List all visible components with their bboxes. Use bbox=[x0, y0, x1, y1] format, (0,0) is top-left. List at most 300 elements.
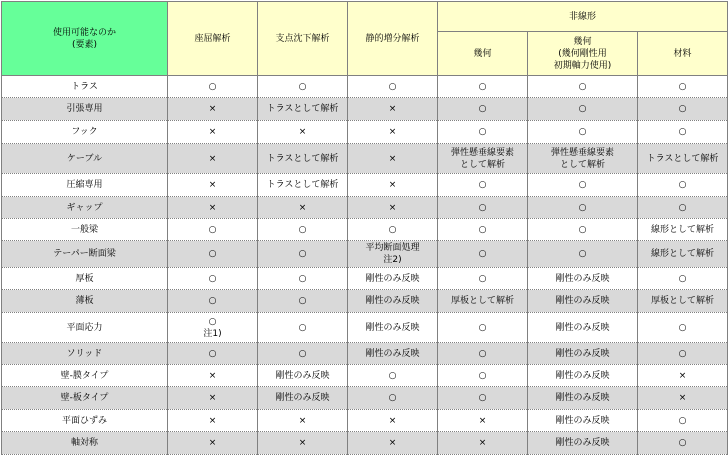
cell-text bbox=[350, 322, 435, 334]
cell-line: ○ bbox=[578, 202, 587, 213]
support-cell bbox=[168, 144, 258, 174]
cell-text bbox=[440, 322, 525, 334]
element-name-cell: 薄板 bbox=[2, 290, 168, 313]
support-cell bbox=[258, 76, 348, 98]
support-cell bbox=[168, 121, 258, 144]
cell-text bbox=[440, 179, 525, 191]
cell-line: 厚板として解析 bbox=[650, 296, 714, 306]
column-header-material bbox=[638, 32, 728, 76]
support-cell bbox=[528, 76, 638, 98]
cell-text bbox=[170, 348, 255, 360]
cell-line: ○ bbox=[678, 415, 687, 426]
cell-text bbox=[440, 437, 525, 449]
cell-text bbox=[170, 316, 255, 340]
cell-line: ○ bbox=[298, 81, 307, 92]
cell-line: ○ bbox=[208, 224, 217, 235]
cell-line: ○ bbox=[678, 438, 687, 448]
cell-text bbox=[640, 81, 725, 93]
cell-line: ○ bbox=[208, 273, 217, 284]
cell-line: ○ bbox=[478, 81, 487, 92]
support-cell bbox=[168, 313, 258, 343]
cell-line: ○ bbox=[678, 273, 687, 284]
cell-line: ○ bbox=[478, 224, 487, 235]
support-cell bbox=[438, 313, 528, 343]
cell-line: として解析 bbox=[559, 159, 605, 170]
column-header-buckling: 座屈解析 bbox=[168, 2, 258, 76]
cell-line: × bbox=[388, 180, 397, 190]
cell-text bbox=[530, 248, 635, 260]
cell-text bbox=[350, 202, 435, 214]
cell-text bbox=[350, 437, 435, 449]
cell-text bbox=[350, 415, 435, 427]
support-cell bbox=[258, 313, 348, 343]
support-cell bbox=[348, 76, 438, 98]
cell-line: ○ bbox=[578, 104, 587, 114]
cell-line: 注2) bbox=[383, 255, 402, 265]
column-header-geometric bbox=[438, 32, 528, 76]
cell-line: 剛性のみ反映 bbox=[365, 322, 420, 333]
cell-line: × bbox=[388, 202, 397, 213]
support-cell bbox=[638, 343, 728, 365]
support-cell bbox=[438, 290, 528, 313]
cell-text bbox=[170, 202, 255, 214]
cell-text bbox=[530, 202, 635, 214]
cell-text bbox=[640, 437, 725, 449]
support-cell bbox=[528, 290, 638, 313]
cell-line: 弾性懸垂線要素 bbox=[450, 147, 514, 158]
cell-text bbox=[440, 415, 525, 427]
support-cell bbox=[258, 387, 348, 410]
support-cell bbox=[348, 313, 438, 343]
cell-line: トラスとして解析 bbox=[266, 180, 339, 190]
element-name-cell: 引張専用 bbox=[2, 98, 168, 121]
cell-text bbox=[530, 437, 635, 449]
cell-text bbox=[350, 242, 435, 266]
support-cell bbox=[528, 410, 638, 432]
element-name-cell: 壁-板タイプ bbox=[2, 387, 168, 410]
cell-text bbox=[640, 370, 725, 382]
element-header-line: 使用可能なのか bbox=[52, 27, 116, 38]
cell-line: ○ bbox=[478, 180, 487, 190]
support-cell bbox=[528, 98, 638, 121]
cell-text bbox=[440, 392, 525, 404]
support-cell bbox=[438, 98, 528, 121]
support-cell bbox=[348, 268, 438, 290]
support-cell bbox=[438, 343, 528, 365]
cell-line: ○ bbox=[678, 202, 687, 213]
cell-text bbox=[530, 370, 635, 382]
cell-line: 剛性のみ反映 bbox=[555, 322, 610, 333]
support-cell bbox=[258, 174, 348, 197]
support-cell bbox=[528, 387, 638, 410]
cell-line: ○ bbox=[208, 296, 217, 306]
cell-text bbox=[260, 348, 345, 360]
support-cell bbox=[638, 410, 728, 432]
cell-line: ○ bbox=[208, 316, 217, 327]
support-cell bbox=[348, 343, 438, 365]
support-cell bbox=[638, 219, 728, 241]
support-cell bbox=[638, 365, 728, 387]
cell-text bbox=[260, 415, 345, 427]
cell-text bbox=[170, 81, 255, 93]
element-name-cell: ソリッド bbox=[2, 343, 168, 365]
support-cell bbox=[528, 219, 638, 241]
cell-text bbox=[640, 224, 725, 236]
cell-line: 弾性懸垂線要素 bbox=[550, 147, 614, 158]
support-cell bbox=[638, 144, 728, 174]
element-header-line: (要素) bbox=[71, 39, 98, 50]
cell-text bbox=[350, 153, 435, 165]
cell-text bbox=[640, 273, 725, 285]
cell-line: 剛性のみ反映 bbox=[555, 438, 610, 448]
cell-text bbox=[260, 153, 345, 165]
support-cell bbox=[258, 144, 348, 174]
cell-text bbox=[260, 437, 345, 449]
cell-line: ○ bbox=[578, 224, 587, 235]
support-cell bbox=[638, 268, 728, 290]
cell-line: トラスとして解析 bbox=[266, 104, 339, 114]
cell-line: 平均断面処理 bbox=[365, 243, 420, 253]
cell-text bbox=[440, 370, 525, 382]
element-name-cell: 壁-膜タイプ bbox=[2, 365, 168, 387]
cell-text bbox=[170, 224, 255, 236]
cell-text bbox=[640, 348, 725, 360]
support-cell bbox=[438, 144, 528, 174]
support-cell bbox=[438, 241, 528, 268]
cell-text bbox=[260, 103, 345, 115]
element-name-cell: テーパー断面梁 bbox=[2, 241, 168, 268]
cell-line: ○ bbox=[678, 322, 687, 333]
cell-line: ○ bbox=[678, 81, 687, 92]
element-name-cell: トラス bbox=[2, 76, 168, 98]
table-row bbox=[2, 241, 728, 268]
cell-line: ○ bbox=[298, 322, 307, 333]
cell-line: ○ bbox=[578, 180, 587, 190]
column-header-settlement: 支点沈下解析 bbox=[258, 2, 348, 76]
support-cell bbox=[438, 432, 528, 455]
cell-line: × bbox=[208, 104, 217, 114]
cell-text bbox=[260, 322, 345, 334]
cell-text bbox=[440, 126, 525, 138]
cell-text bbox=[530, 126, 635, 138]
support-cell bbox=[168, 174, 258, 197]
cell-line: ○ bbox=[678, 348, 687, 359]
support-cell bbox=[528, 343, 638, 365]
support-cell bbox=[638, 121, 728, 144]
support-cell bbox=[438, 197, 528, 219]
cell-line: ○ bbox=[478, 393, 487, 403]
cell-text bbox=[170, 437, 255, 449]
cell-text bbox=[530, 415, 635, 427]
support-cell bbox=[258, 290, 348, 313]
cell-text bbox=[530, 103, 635, 115]
support-cell bbox=[258, 343, 348, 365]
cell-line: × bbox=[298, 127, 307, 137]
support-cell bbox=[168, 76, 258, 98]
cell-text bbox=[530, 295, 635, 307]
table-row bbox=[2, 387, 728, 410]
cell-text bbox=[440, 224, 525, 236]
support-cell bbox=[348, 241, 438, 268]
support-cell bbox=[168, 343, 258, 365]
support-cell bbox=[348, 290, 438, 313]
cell-text bbox=[260, 126, 345, 138]
table-row bbox=[2, 174, 728, 197]
cell-line: 剛性のみ反映 bbox=[365, 273, 420, 284]
cell-line: × bbox=[388, 153, 397, 164]
cell-line: ○ bbox=[478, 104, 487, 114]
cell-text bbox=[640, 153, 725, 165]
cell-text bbox=[170, 126, 255, 138]
support-cell bbox=[348, 98, 438, 121]
cell-line: 剛性のみ反映 bbox=[555, 370, 610, 381]
cell-text bbox=[170, 179, 255, 191]
element-name-cell: 圧縮専用 bbox=[2, 174, 168, 197]
cell-text bbox=[260, 370, 345, 382]
cell-line: × bbox=[478, 415, 487, 426]
cell-text bbox=[170, 153, 255, 165]
cell-line: 注1) bbox=[203, 328, 222, 339]
support-cell bbox=[638, 76, 728, 98]
cell-text bbox=[530, 392, 635, 404]
cell-line: ○ bbox=[678, 127, 687, 137]
cell-line: ○ bbox=[478, 273, 487, 284]
cell-line: × bbox=[208, 153, 217, 164]
cell-text bbox=[440, 147, 525, 171]
cell-text bbox=[440, 81, 525, 93]
support-cell bbox=[638, 313, 728, 343]
cell-line: 剛性のみ反映 bbox=[275, 370, 330, 381]
support-cell bbox=[258, 410, 348, 432]
cell-text bbox=[170, 248, 255, 260]
table-row bbox=[2, 197, 728, 219]
cell-line: ○ bbox=[478, 202, 487, 213]
cell-text bbox=[170, 370, 255, 382]
cell-line: ○ bbox=[388, 370, 397, 381]
cell-line: × bbox=[208, 202, 217, 213]
support-cell bbox=[258, 98, 348, 121]
table-row bbox=[2, 268, 728, 290]
cell-line: × bbox=[388, 127, 397, 137]
support-cell bbox=[638, 241, 728, 268]
cell-text bbox=[350, 370, 435, 382]
element-name-cell: 平面ひずみ bbox=[2, 410, 168, 432]
table-row bbox=[2, 219, 728, 241]
cell-text bbox=[350, 295, 435, 307]
column-header-pushover: 静的増分解析 bbox=[348, 2, 438, 76]
support-cell bbox=[528, 144, 638, 174]
table-row bbox=[2, 144, 728, 174]
cell-text bbox=[640, 103, 725, 115]
cell-line: × bbox=[678, 370, 687, 381]
cell-line: ○ bbox=[478, 127, 487, 137]
cell-line: トラスとして解析 bbox=[266, 153, 339, 164]
column-header-nonlinear: 非線形 bbox=[438, 2, 728, 32]
table-row bbox=[2, 290, 728, 313]
header-line: 材料 bbox=[673, 48, 692, 59]
cell-text bbox=[260, 179, 345, 191]
cell-line: ○ bbox=[678, 180, 687, 190]
cell-line: × bbox=[298, 415, 307, 426]
cell-text bbox=[350, 273, 435, 285]
cell-text bbox=[350, 348, 435, 360]
cell-line: 厚板として解析 bbox=[450, 296, 514, 306]
cell-line: 剛性のみ反映 bbox=[555, 348, 610, 359]
support-cell bbox=[638, 290, 728, 313]
header-line: 初期軸力使用) bbox=[553, 60, 612, 71]
table-body bbox=[2, 76, 728, 455]
cell-line: × bbox=[388, 104, 397, 114]
cell-line: 線形として解析 bbox=[650, 249, 714, 259]
cell-line: × bbox=[298, 202, 307, 213]
cell-line: × bbox=[208, 180, 217, 190]
support-cell bbox=[528, 197, 638, 219]
cell-text bbox=[170, 295, 255, 307]
support-cell bbox=[438, 174, 528, 197]
cell-text bbox=[530, 348, 635, 360]
cell-text bbox=[260, 81, 345, 93]
support-cell bbox=[528, 121, 638, 144]
cell-line: × bbox=[388, 438, 397, 448]
cell-text bbox=[170, 392, 255, 404]
element-name-cell: 軸対称 bbox=[2, 432, 168, 455]
cell-line: 剛性のみ反映 bbox=[555, 393, 610, 403]
cell-text bbox=[530, 81, 635, 93]
cell-text bbox=[640, 392, 725, 404]
cell-line: 剛性のみ反映 bbox=[275, 393, 330, 403]
table-row bbox=[2, 76, 728, 98]
cell-line: ○ bbox=[388, 393, 397, 403]
support-cell bbox=[168, 219, 258, 241]
support-cell bbox=[168, 241, 258, 268]
support-cell bbox=[638, 432, 728, 455]
cell-text bbox=[440, 295, 525, 307]
cell-text bbox=[440, 248, 525, 260]
support-cell bbox=[258, 365, 348, 387]
support-cell bbox=[258, 268, 348, 290]
cell-line: ○ bbox=[478, 348, 487, 359]
support-cell bbox=[168, 98, 258, 121]
support-cell bbox=[258, 219, 348, 241]
support-cell bbox=[258, 121, 348, 144]
cell-text bbox=[530, 322, 635, 334]
support-cell bbox=[168, 387, 258, 410]
cell-line: × bbox=[298, 438, 307, 448]
cell-text bbox=[640, 415, 725, 427]
cell-text bbox=[350, 179, 435, 191]
support-cell bbox=[528, 313, 638, 343]
support-cell bbox=[638, 387, 728, 410]
cell-text bbox=[440, 103, 525, 115]
cell-text bbox=[170, 103, 255, 115]
support-cell bbox=[168, 410, 258, 432]
cell-text bbox=[260, 248, 345, 260]
cell-line: × bbox=[478, 438, 487, 448]
cell-text bbox=[640, 202, 725, 214]
element-support-table bbox=[1, 1, 728, 455]
element-name-cell: 一般梁 bbox=[2, 219, 168, 241]
cell-text bbox=[260, 295, 345, 307]
support-cell bbox=[638, 98, 728, 121]
cell-text bbox=[170, 415, 255, 427]
cell-line: × bbox=[678, 393, 687, 403]
cell-line: ○ bbox=[208, 81, 217, 92]
cell-line: ○ bbox=[208, 249, 217, 259]
support-cell bbox=[528, 268, 638, 290]
cell-line: ○ bbox=[298, 296, 307, 306]
table-row bbox=[2, 343, 728, 365]
cell-line: ○ bbox=[478, 322, 487, 333]
cell-line: ○ bbox=[298, 224, 307, 235]
cell-line: ○ bbox=[388, 81, 397, 92]
cell-line: 線形として解析 bbox=[650, 224, 714, 235]
element-name-cell: ギャップ bbox=[2, 197, 168, 219]
cell-line: 剛性のみ反映 bbox=[555, 415, 610, 426]
table-row bbox=[2, 410, 728, 432]
cell-line: × bbox=[208, 127, 217, 137]
cell-text bbox=[640, 248, 725, 260]
cell-line: ○ bbox=[298, 348, 307, 359]
support-cell bbox=[638, 174, 728, 197]
support-cell bbox=[348, 121, 438, 144]
support-cell bbox=[438, 76, 528, 98]
support-cell bbox=[638, 197, 728, 219]
support-cell bbox=[168, 290, 258, 313]
element-name-cell: ケーブル bbox=[2, 144, 168, 174]
cell-line: ○ bbox=[298, 249, 307, 259]
support-cell bbox=[258, 241, 348, 268]
element-name-cell: 平面応力 bbox=[2, 313, 168, 343]
support-cell bbox=[258, 432, 348, 455]
cell-line: ○ bbox=[578, 81, 587, 92]
header-line: 幾何 bbox=[473, 48, 492, 59]
cell-text bbox=[260, 224, 345, 236]
cell-line: 剛性のみ反映 bbox=[555, 296, 610, 306]
support-cell bbox=[438, 365, 528, 387]
cell-text bbox=[440, 202, 525, 214]
element-name-cell: 厚板 bbox=[2, 268, 168, 290]
table-row bbox=[2, 121, 728, 144]
cell-line: 剛性のみ反映 bbox=[555, 273, 610, 284]
cell-line: × bbox=[208, 415, 217, 426]
cell-text bbox=[440, 348, 525, 360]
element-column-header bbox=[2, 2, 168, 76]
support-cell bbox=[348, 410, 438, 432]
support-cell bbox=[348, 365, 438, 387]
support-cell bbox=[348, 174, 438, 197]
table-row bbox=[2, 365, 728, 387]
cell-text bbox=[640, 295, 725, 307]
cell-text bbox=[350, 81, 435, 93]
support-cell bbox=[168, 197, 258, 219]
cell-text bbox=[530, 273, 635, 285]
support-cell bbox=[528, 365, 638, 387]
cell-text bbox=[260, 273, 345, 285]
element-name-cell: フック bbox=[2, 121, 168, 144]
cell-line: × bbox=[208, 370, 217, 381]
cell-line: として解析 bbox=[459, 159, 505, 170]
cell-line: ○ bbox=[578, 127, 587, 137]
support-cell bbox=[528, 432, 638, 455]
support-cell bbox=[168, 268, 258, 290]
cell-text bbox=[170, 273, 255, 285]
cell-text bbox=[350, 126, 435, 138]
support-cell bbox=[438, 410, 528, 432]
cell-text bbox=[640, 322, 725, 334]
cell-line: 剛性のみ反映 bbox=[365, 348, 420, 359]
cell-text bbox=[530, 147, 635, 171]
support-cell bbox=[348, 432, 438, 455]
